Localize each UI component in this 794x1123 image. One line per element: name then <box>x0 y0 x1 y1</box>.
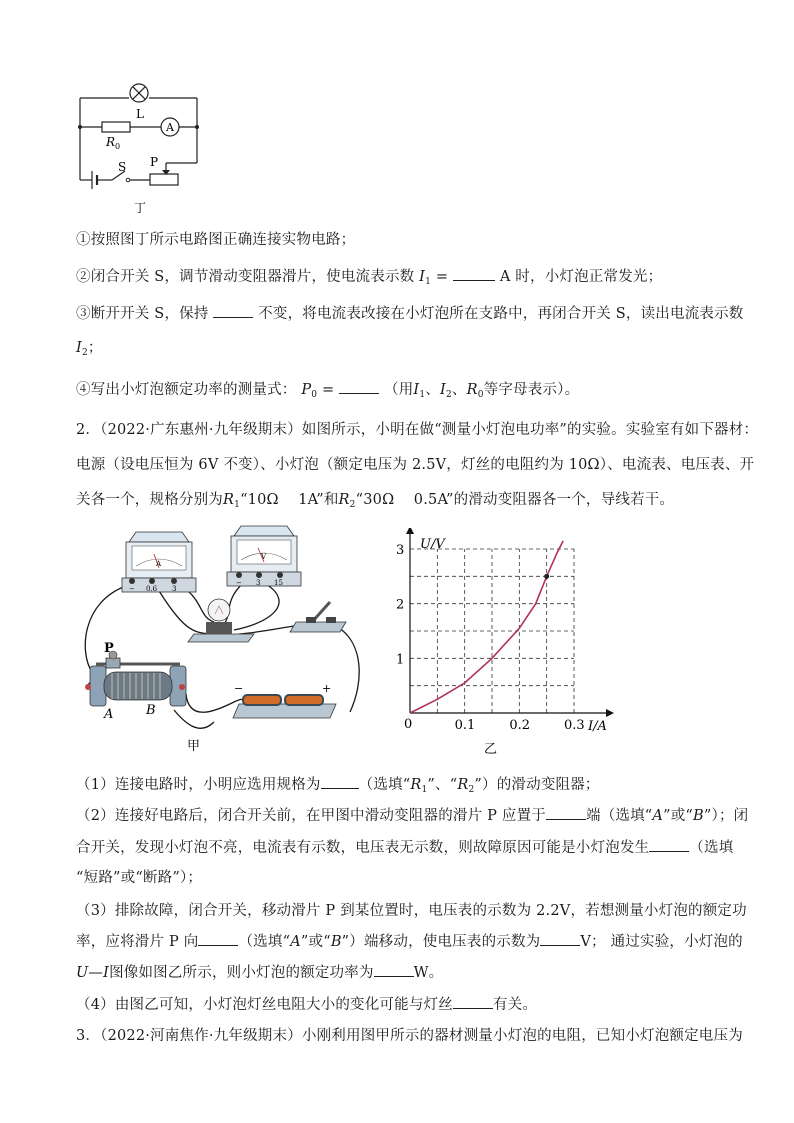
terminal-label: 0.6 <box>146 585 158 593</box>
part-3-text: 率，应将滑片 P 向 <box>76 934 199 950</box>
answer-blank[interactable] <box>374 962 414 977</box>
spec-R2: “30Ω 0.5A”的滑动变阻器各一个，导线若干。 <box>355 492 675 508</box>
part-3-hint: （选填“ <box>238 934 291 950</box>
q2-part-3-cont <box>76 930 743 951</box>
part-1-tail: ”）的滑动变阻器； <box>474 777 600 793</box>
part-1-text: （1）连接电路时，小明应选用规格为 <box>76 777 321 793</box>
step-3-text: ③断开开关 S，保持 <box>76 306 209 322</box>
y-tick-label: 1 <box>396 652 405 668</box>
separator: 、 <box>425 382 440 398</box>
x-axis-label: I/A <box>588 719 607 734</box>
part-4-text: （4）由图乙可知，小灯泡灯丝电阻大小的变化可能与灯丝 <box>76 997 453 1013</box>
dash: — <box>88 965 104 981</box>
q2-part-2-cont-2: “短路”或“断路”）； <box>76 870 203 886</box>
apparatus-figure-jia <box>74 522 374 757</box>
ui-graph-yi <box>386 528 616 758</box>
q2-line-3-text: 关各一个，规格分别为 <box>76 492 223 508</box>
answer-blank[interactable] <box>453 266 495 281</box>
battery-pack <box>233 694 336 718</box>
part-3-text-2: ”）端移动，使电压表的示数为 <box>341 934 541 950</box>
answer-blank[interactable] <box>546 805 586 820</box>
var-I1-sub: 1 <box>419 390 426 400</box>
terminal-label: − <box>236 579 242 587</box>
var-R1: R <box>410 777 422 793</box>
answer-blank[interactable] <box>453 994 493 1009</box>
q2-part-2 <box>76 804 748 825</box>
var-I1: I <box>413 382 420 398</box>
q2-part-1 <box>76 773 600 795</box>
battery-minus-label: − <box>234 682 244 695</box>
step-3-tail: 不变，将电流表改接在小灯泡所在支路中，再闭合开关 S，读出电流表示数 <box>258 306 744 322</box>
part-1-hint: （选填“ <box>358 777 411 793</box>
step-2 <box>76 265 662 287</box>
var-I2-sub: 2 <box>81 348 88 358</box>
switch-contact <box>126 178 130 182</box>
answer-blank[interactable] <box>198 931 238 946</box>
part-2-or: ”或“ <box>663 808 694 824</box>
part-4-tail: 有关。 <box>492 997 538 1013</box>
answer-blank[interactable] <box>213 303 253 318</box>
junction-dot <box>195 125 199 129</box>
step-3 <box>76 302 744 323</box>
series-line <box>410 541 563 713</box>
label-L: L <box>136 107 144 121</box>
part-2-tail: ”）；闭 <box>703 808 749 824</box>
label-P: P <box>104 641 114 656</box>
marked-point <box>544 574 549 579</box>
answer-blank[interactable] <box>339 379 379 394</box>
figure-caption-yi: 乙 <box>484 742 498 757</box>
label-A: A <box>104 707 114 722</box>
q2-line-2: 电源（设电压恒为 6V 不变）、小灯泡（额定电压为 2.5V，灯丝的电阻约为 10Ω）、电流表、电压表、开 <box>76 457 755 473</box>
equals: = <box>435 269 454 285</box>
label-B: B <box>146 703 156 718</box>
graph-grid <box>410 549 574 713</box>
q2-line-1: 2．（2022·广东惠州·九年级期末）如图所示，小明在做“测量小灯泡电功率”的实验。实验室有如下器材： <box>76 422 759 438</box>
part-2-hint: 端（选填“ <box>586 808 653 824</box>
junction-dot <box>78 125 82 129</box>
option-A: A <box>652 808 664 824</box>
step-2-text: ②闭合开关 S，调节滑动变阻器滑片，使电流表示数 <box>76 269 415 285</box>
label-R0-sub: 0 <box>115 142 121 151</box>
var-R0-sub: 0 <box>477 390 484 400</box>
spec-R1: “10Ω 1A”和 <box>240 492 339 508</box>
figure-caption-jia: 甲 <box>187 739 201 754</box>
y-axis-arrow-icon <box>406 528 414 534</box>
voltmeter-scale-label: V <box>261 553 267 561</box>
var-I1: I <box>419 269 426 285</box>
part-3-unit: W。 <box>413 965 444 981</box>
answer-blank[interactable] <box>649 837 689 852</box>
label-P: P <box>150 155 159 169</box>
y-tick-label: 3 <box>396 543 405 558</box>
terminal-label: 15 <box>274 579 283 587</box>
var-R1-sub: 1 <box>421 785 428 795</box>
y-tick-label: 2 <box>396 597 405 613</box>
var-I2: I <box>440 382 446 398</box>
var-I2: I <box>76 340 82 356</box>
var-R2-sub: 2 <box>349 500 356 510</box>
q2-part-3-cont-2 <box>76 961 443 982</box>
q2-part-2-cont <box>76 836 733 857</box>
ammeter-label: A <box>166 121 174 134</box>
origin-label: 0 <box>404 717 413 732</box>
label-R0: R <box>106 135 116 149</box>
part-1-sep: ”、“ <box>427 777 458 793</box>
answer-blank[interactable] <box>540 931 580 946</box>
var-I2-sub: 2 <box>445 390 452 400</box>
step-4-tail: 等字母表示）。 <box>483 382 580 398</box>
q2-part-4 <box>76 993 537 1014</box>
x-tick-label: 0.1 <box>454 718 476 733</box>
var-R2-sub: 2 <box>468 785 475 795</box>
x-axis-arrow-icon <box>606 709 614 717</box>
step-4-text: ④写出小灯泡额定功率的测量式： <box>76 382 297 398</box>
x-tick-label: 0.2 <box>509 718 531 733</box>
var-P0-sub: 0 <box>311 390 318 400</box>
terminal-label: − <box>129 585 135 593</box>
var-P0: P <box>301 382 312 398</box>
label-S: S <box>118 160 127 174</box>
option-A: A <box>290 934 301 950</box>
figure-caption-ding: 丁 <box>134 201 147 215</box>
bulb-on-base <box>188 599 254 642</box>
ammeter-scale-label: A <box>156 560 162 568</box>
rheostat <box>85 651 186 706</box>
y-axis-label: U/V <box>420 537 445 552</box>
option-B: B <box>330 934 342 950</box>
part-2-hint-2: （选填 <box>689 840 734 856</box>
part-2-text: （2）连接好电路后，闭合开关前，在甲图中滑动变阻器的滑片 P 应置于 <box>76 808 546 824</box>
part-3-text-3: V； 通过实验，小灯泡的 <box>580 934 743 950</box>
part-3-text-4: 图像如图乙所示，则小灯泡的额定功率为 <box>109 965 374 981</box>
var-U: U <box>76 965 89 981</box>
equals: = <box>322 382 340 398</box>
step-4 <box>76 378 579 400</box>
circuit-diagram-ding <box>72 80 212 220</box>
q3-line-1: 3．（2022·河南焦作·九年级期末）小刚利用图甲所示的器材测量小灯泡的电阻，已知小灯泡额定电压为 <box>76 1028 743 1044</box>
knife-switch <box>290 602 346 632</box>
var-I1-sub: 1 <box>425 277 432 287</box>
step-4-mid: （用 <box>384 382 414 398</box>
var-R0: R <box>466 382 478 398</box>
step-3-cont <box>76 336 103 358</box>
var-R1-sub: 1 <box>234 500 241 510</box>
separator: 、 <box>451 382 467 398</box>
var-R2: R <box>457 777 469 793</box>
step-3-end: ； <box>87 340 103 356</box>
step-1: ①按照图丁所示电路图正确连接实物电路； <box>76 232 356 248</box>
terminal-label: 3 <box>172 585 177 593</box>
var-R2: R <box>338 492 350 508</box>
q2-line-3 <box>76 488 674 510</box>
step-2-tail: A 时，小灯泡正常发光； <box>499 269 663 285</box>
var-I: I <box>103 965 110 981</box>
part-3-or: ”或“ <box>300 934 331 950</box>
q2-part-3: （3）排除故障，闭合开关，移动滑片 P 到某位置时，电压表的示数为 2.2V，若想测量小灯泡的额定功 <box>76 903 747 919</box>
terminal-label: 3 <box>256 579 261 587</box>
var-R1: R <box>223 492 235 508</box>
option-B: B <box>693 808 704 824</box>
battery-plus-label: + <box>322 682 332 695</box>
part-2-text-2: 合开关，发现小灯泡不亮，电流表有示数，电压表无示数，则故障原因可能是小灯泡发生 <box>76 840 650 856</box>
answer-blank[interactable] <box>321 774 359 789</box>
x-tick-label: 0.3 <box>564 718 585 733</box>
